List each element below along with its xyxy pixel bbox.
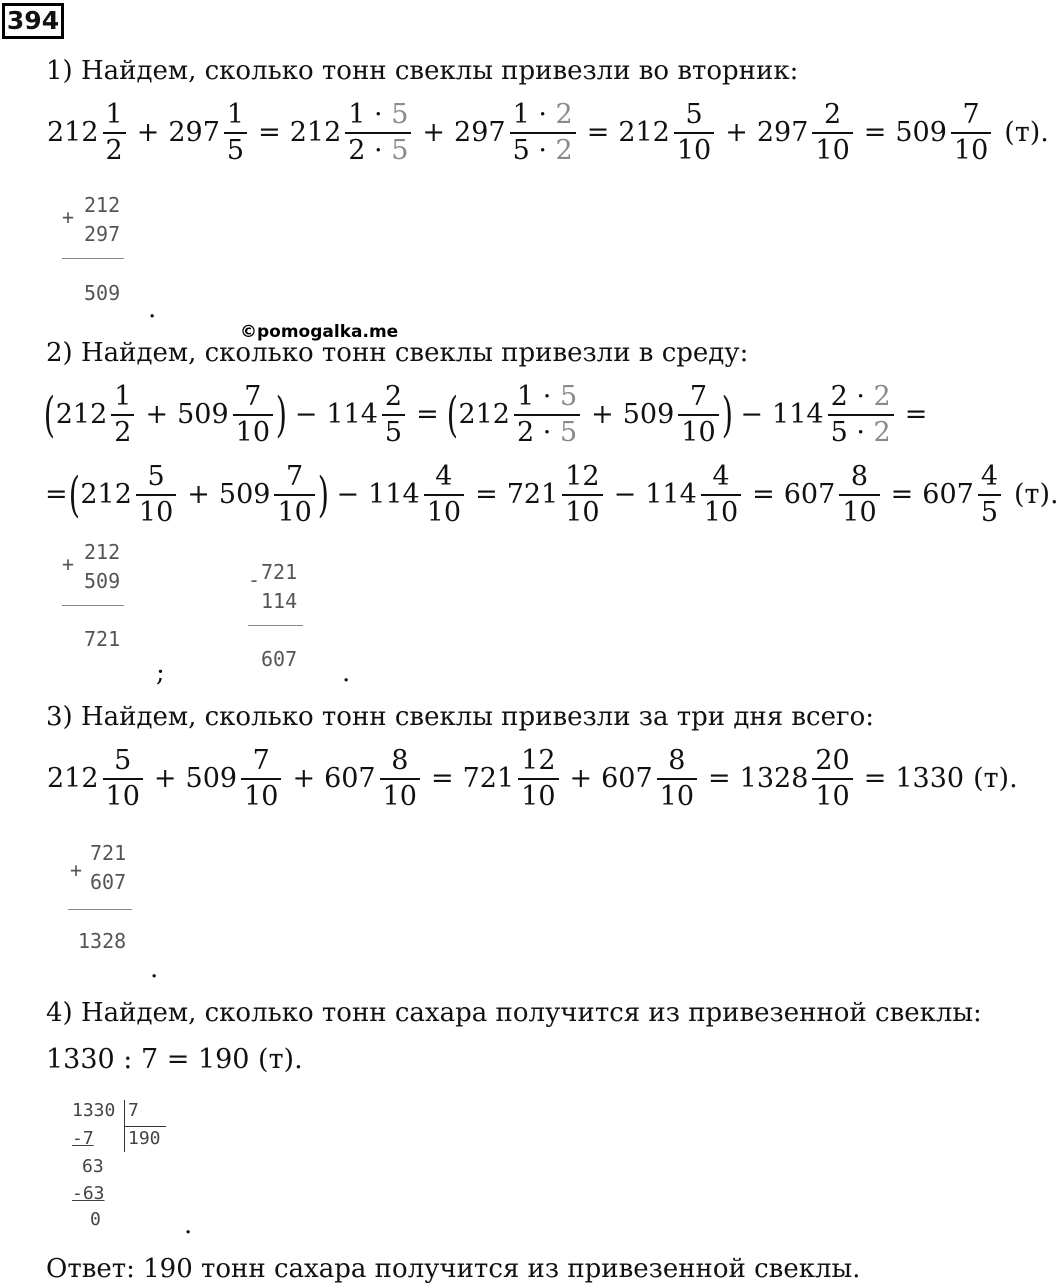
step3-heading: 3) Найдем, сколько тонн свеклы привезли за три дня всего: [46,702,874,732]
step1-dot: . [148,294,157,324]
answer: Ответ: 190 тонн сахара получится из привезенной свеклы. [46,1254,861,1284]
step2-equation-line1: ( 212 $\frac{1}{2}$ + 509 $\frac{7}{10}$ ) − 114 $\frac{2}{5}$ = ( 212 $\frac{1 \cdot 5}{2 \cdot 5}$ + 509 $\frac{7}{10}$ ) − 114 $\frac{2 \cdot 2}{5 \cdot 2}$ = [43,381,928,448]
step2-dot: . [342,658,351,688]
step3-equation: 212 $\frac{5}{10}$ + 509 $\frac{7}{10}$ + 607 $\frac{8}{10}$ = 721 $\frac{12}{10}$ + 607 $\frac{8}{10}$ = 1328 $\frac{20}{10}$ = 1330 (т). [47,745,1018,812]
step2-equation-line2: = ( 212 $\frac{5}{10}$ + 509 $\frac{7}{10}$ ) − 114 $\frac{4}{10}$ = 721 $\frac{12}{10}$ − 114 $\frac{4}{10}$ = 607 $\frac{8}{10}$ = 607 $\frac{4}{5}$ (т). [45,461,1059,528]
step2-semicolon: ; [156,658,165,688]
watermark: ©pomogalka.me [240,322,399,342]
step2-heading: 2) Найдем, сколько тонн свеклы привезли в среду: [46,338,749,368]
task-number: 394 [2,3,64,39]
step3-dot: . [150,954,159,984]
step4-dot: . [184,1210,193,1240]
step4-heading: 4) Найдем, сколько тонн сахара получится из привезенной свеклы: [46,998,982,1028]
step4-equation: 1330 : 7 = 190 (т). [46,1044,303,1075]
step1-equation: 212 $\frac{1}{2}$ + 297 $\frac{1}{5}$ = 212 $\frac{1 \cdot 5}{2 \cdot 5}$ + 297 $\frac{1 \cdot 2}{5 \cdot 2}$ = 212 $\frac{5}{10}$ + 297 $\frac{2}{10}$ = 509 $\frac{7}{10}$ (т). [47,99,1049,166]
step1-heading: 1) Найдем, сколько тонн свеклы привезли во вторник: [46,56,799,86]
